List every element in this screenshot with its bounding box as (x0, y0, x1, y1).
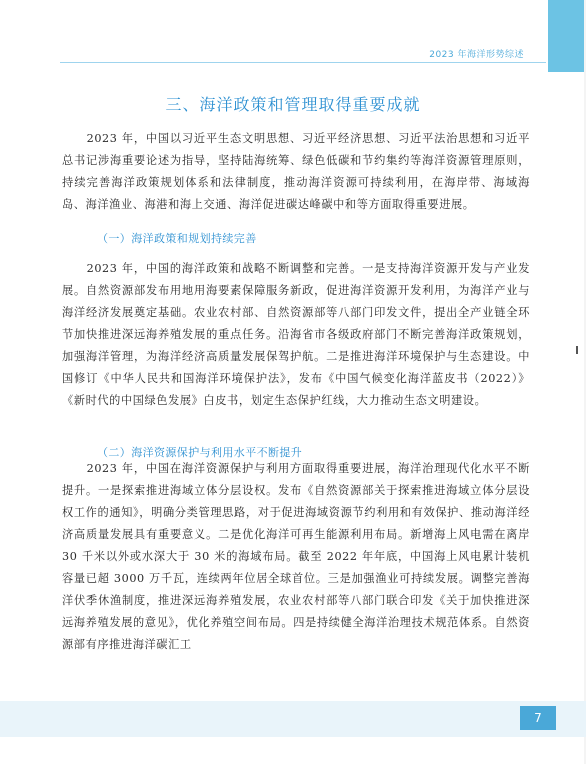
header-divider (60, 62, 546, 63)
footer-band (0, 701, 586, 737)
page-number: 7 (520, 706, 556, 730)
subsection-heading-2: （二）海洋资源保护与利用水平不断提升 (97, 446, 303, 459)
margin-mark (576, 346, 578, 354)
chapter-tab (548, 0, 586, 72)
subsection-body-2: 2023 年，中国在海洋资源保护与利用方面取得重要进展，海洋治理现代化水平不断提升。一是探索推进海域立体分层设权。发布《自然资源部关于探索推进海域立体分层设权工作的通知》，明确分类管理思路，对于促进海域资源节约利用和有效保护、推动海洋经济高质量发展具有重要意义。二是优化海洋可再生能源利用布局。新增海上风电需在离岸 30 千米以外或水深大于 30 米的海域布局。截至 2022 年年底，中国海上风电累计装机容量已超 3000 万千瓦，连续两年位居全球首位。三是加强渔业可持续发展。调整完善海洋伏季休渔制度，推进深远海养殖发展，农业农村部等八部门联合印发《关于加快推进深远海养殖发展的意见》，优化养殖空间布局。四是持续健全海洋治理技术规范体系。自然资源部有序推进海洋碳汇工 (62, 462, 530, 651)
running-title: 2023 年海洋形势综述 (429, 50, 524, 60)
section-title: 三、海洋政策和管理取得重要成就 (165, 95, 421, 114)
intro-paragraph: 2023 年，中国以习近平生态文明思想、习近平经济思想、习近平法治思想和习近平总书记涉海重要论述为指导，坚持陆海统筹、绿色低碳和节约集约等海洋资源管理原则，持续完善海洋政策规划体系和法律制度，推动海洋资源可持续利用，在海岸带、海域海岛、海洋渔业、海港和海上交通、海洋促进碳达峰碳中和等方面取得重要进展。 (62, 132, 530, 211)
subsection-heading-1: （一）海洋政策和规划持续完善 (97, 232, 257, 245)
header-band (0, 0, 586, 40)
subsection-body-1: 2023 年，中国的海洋政策和战略不断调整和完善。一是支持海洋资源开发与产业发展。自然资源部发布用地用海要素保障服务新政，促进海洋资源开发利用，为海洋产业与海洋经济发展奠定基础。农业农村部、自然资源部等八部门印发文件，提出全产业链全环节加快推进深远海养殖发展的重点任务。沿海省市各级政府部门不断完善海洋政策规划，加强海洋管理，为海洋经济高质量发展保驾护航。二是推进海洋环境保护与生态建设。中国修订《中华人民共和国海洋环境保护法》，发布《中国气候变化海洋蓝皮书（2022）》《新时代的中国绿色发展》白皮书，划定生态保护红线，大力推动生态文明建设。 (62, 262, 530, 407)
